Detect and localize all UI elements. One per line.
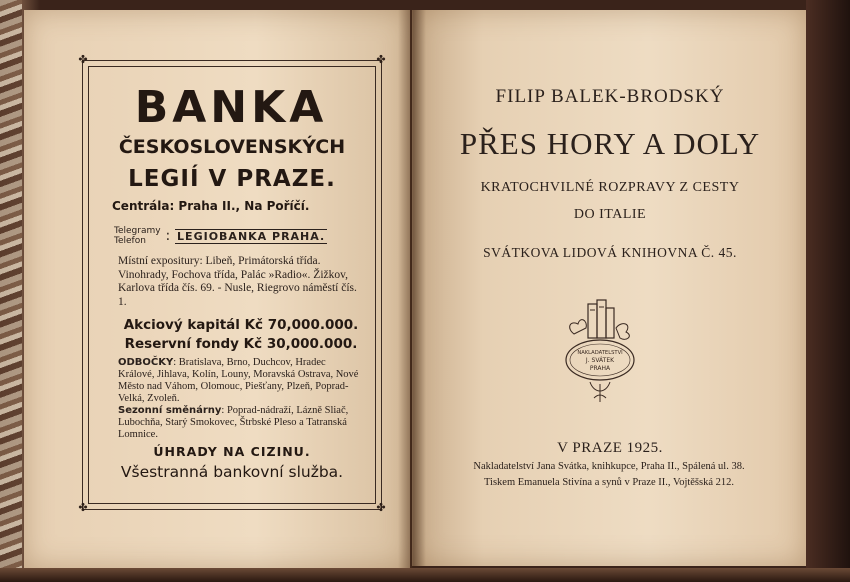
banking-service-slogan: Všestranná bankovní služba. [120, 463, 344, 481]
telegram-label: Telegramy [114, 226, 161, 236]
printer-imprint: Tiskem Emanuela Stivína a synů v Praze II., Vojtěšská 212. [483, 477, 735, 488]
branches-list: : Bratislava, Brno, Duchcov, Hradec Králové, Jihlava, Kolín, Louny, Moravská Ostrava, Nové Město nad Váhom, Olomouc, Piešťany, Plzeň, Poprad-Velká, Zvoleň. [118, 357, 359, 404]
share-capital: Akciový kapitál Kč 70,000.000. [123, 317, 359, 333]
publisher-imprint: Nakladatelství Jana Svátka, knihkupce, Praha II., Spálená ul. 38. [473, 461, 745, 472]
branches-label: ODBOČKY [118, 357, 174, 368]
subtitle-line-1: KRATOCHVILNÉ ROZPRAVY Z CESTY [480, 180, 740, 195]
emblem-text-2: J. SVÁTEK [585, 357, 615, 364]
branch-offices [118, 357, 364, 405]
telegram-address: LEGIOBANKA PRAHA. [177, 229, 326, 243]
phone-label: Telefon [114, 236, 146, 246]
seasonal-label: Sezonní směnárny [118, 405, 222, 416]
reserve-funds: Reservní fondy Kč 30,000.000. [124, 336, 358, 352]
headquarters-address: Centrála: Praha II., Na Poříčí. [112, 199, 310, 213]
book-gutter [398, 10, 426, 568]
subtitle-line-2: DO ITALIE [573, 207, 647, 222]
marbled-board-edge [0, 0, 22, 582]
emblem-text-3: PRAHA [589, 365, 611, 372]
ornament-icon: ✤ [376, 502, 386, 514]
series-name: SVÁTKOVA LIDOVÁ KNIHOVNA Č. 45. [483, 245, 737, 260]
local-branches-text: Místní expositury: Libeň, Primátorská třída. Vinohrady, Fochova třída, Palác »Radio«. Žižkov, Karlova třída čís. 69. - Nusle, Riegrovo náměstí čís. 1. [118, 255, 357, 308]
ornament-icon: ✤ [78, 502, 88, 514]
publisher-emblem-icon [560, 298, 640, 406]
telegram-phone-block [114, 226, 364, 246]
book-cover-bottom-edge [0, 568, 850, 582]
emblem-text-1: NAKLADATELSTVÍ [577, 350, 623, 356]
seasonal-list: : Poprad-nádraží, Lázně Sliač, Lubochňa, Starý Smokovec, Štrbské Pleso a Tatranská Lomnice. [118, 405, 349, 440]
bank-name-line-3: LEGIÍ V PRAZE. [128, 166, 336, 192]
bank-name-line-2: ČESKOSLOVENSKÝCH [118, 136, 346, 158]
author-name: FILIP BALEK-BRODSKÝ [495, 86, 725, 107]
ornament-icon: ✤ [376, 54, 386, 66]
bank-name-heading: BANKA [134, 82, 328, 133]
foreign-payments-heading: ÚHRADY NA CIZINU. [153, 444, 311, 459]
place-and-year: V PRAZE 1925. [557, 440, 663, 456]
book-cover-right-edge [806, 0, 850, 582]
book-title: PŘES HORY A DOLY [459, 126, 761, 161]
brace-separator: : [165, 228, 171, 244]
seasonal-exchange-offices [118, 405, 364, 441]
ornament-icon: ✤ [78, 54, 88, 66]
